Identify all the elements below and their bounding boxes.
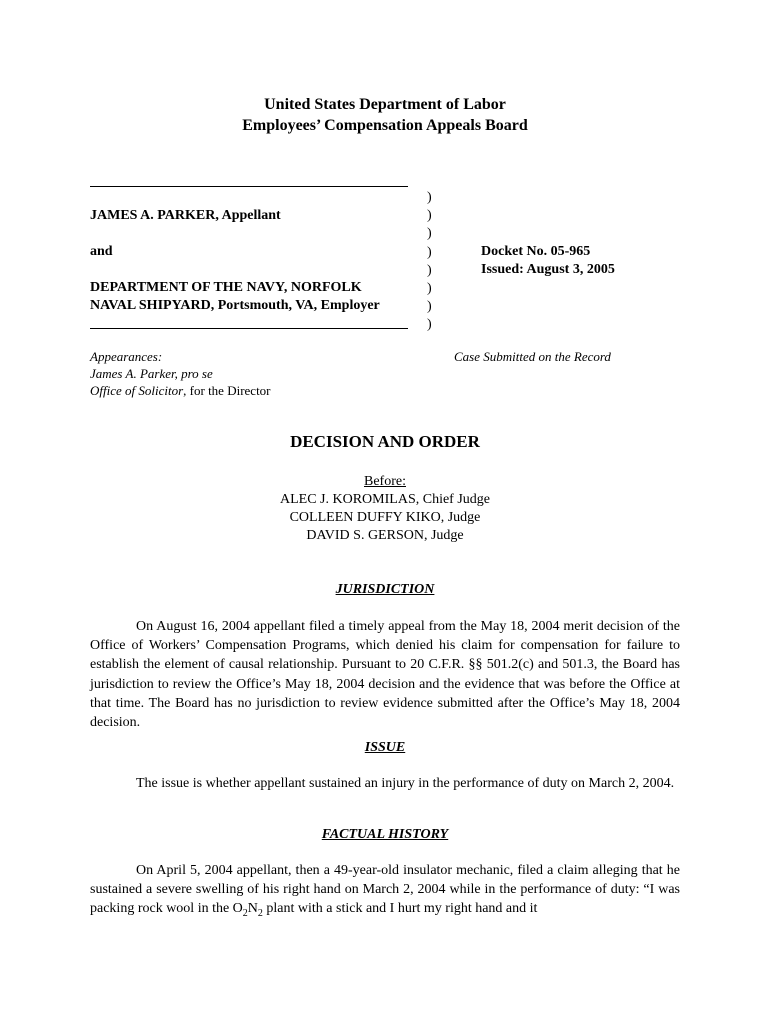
appellant-name: JAMES A. PARKER, Appellant: [90, 208, 281, 223]
solicitor-role: , for the Director: [183, 383, 271, 398]
appearance-director: [90, 382, 271, 399]
judge-name: DAVID S. GERSON, Judge: [306, 528, 464, 543]
paren-mark: ): [427, 262, 432, 278]
factual-text-end: plant with a stick and I hurt my right hand and it: [262, 901, 538, 917]
judge-name: COLLEEN DUFFY KIKO, Judge: [289, 510, 481, 525]
jurisdiction-heading: JURISDICTION: [335, 582, 435, 597]
factual-history-paragraph: [90, 861, 680, 919]
decision-title: DECISION AND ORDER: [290, 432, 480, 451]
paren-mark: ): [427, 317, 432, 333]
agency-title: United States Department of Labor: [264, 96, 506, 113]
factual-text-mid: N: [247, 901, 258, 917]
before-label: Before:: [364, 474, 406, 489]
appearances-block: [90, 348, 271, 399]
factual-history-heading: FACTUAL HISTORY: [321, 827, 449, 842]
caption-parentheses: [427, 189, 437, 335]
caption-and: and: [90, 244, 113, 259]
issue-paragraph: [90, 774, 680, 793]
employer-line-1: DEPARTMENT OF THE NAVY, NORFOLK: [90, 280, 362, 295]
solicitor-office: Office of Solicitor: [90, 383, 184, 398]
employer-line-2: NAVAL SHIPYARD, Portsmouth, VA, Employer: [90, 298, 380, 313]
issued-date: Issued: August 3, 2005: [481, 262, 615, 277]
jurisdiction-paragraph: [90, 617, 680, 732]
docket-number: Docket No. 05-965: [481, 244, 591, 259]
subscript: 2: [257, 908, 263, 920]
board-title: Employees’ Compensation Appeals Board: [242, 117, 528, 134]
paren-mark: ): [427, 226, 432, 242]
case-submitted-note: Case Submitted on the Record: [454, 349, 611, 364]
issue-heading: ISSUE: [364, 740, 406, 755]
judge-name: ALEC J. KOROMILAS, Chief Judge: [280, 492, 490, 507]
judges-panel: [0, 473, 770, 545]
paren-mark: ): [427, 244, 432, 260]
issue-text: The issue is whether appellant sustained an injury in the performance of duty on March 2, 2004.: [136, 776, 675, 791]
caption-bottom-rule: [90, 328, 408, 329]
subscript: 2: [242, 908, 248, 920]
appearances-label: Appearances:: [90, 349, 163, 364]
appearance-appellant: James A. Parker, pro se: [90, 366, 213, 381]
paren-mark: ): [427, 280, 432, 296]
caption-top-rule: [90, 186, 408, 187]
paren-mark: ): [427, 208, 432, 224]
paren-mark: ): [427, 190, 432, 205]
jurisdiction-text: On August 16, 2004 appellant filed a timely appeal from the May 18, 2004 merit decision of the Office of Workers’ Compensation Programs, which denied his claim for compensation for failure to establish the element of causal relationship. Pursuant to 20 C.F.R. §§ 501.2(c) and 501.3, the Board has jurisdiction to review the Office’s May 18, 2004 decision and the evidence that was before the Office at that time. The Board has no jurisdiction to review evidence submitted after the Office’s May 18, 2004 decision.: [90, 619, 680, 731]
paren-mark: ): [427, 299, 432, 315]
factual-text: On April 5, 2004 appellant, then a 49-year-old insulator mechanic, filed a claim alleging that he sustained a severe swelling of his right hand on March 2, 2004 while in the performance of duty: “I was packing rock wool in the O: [90, 863, 680, 917]
